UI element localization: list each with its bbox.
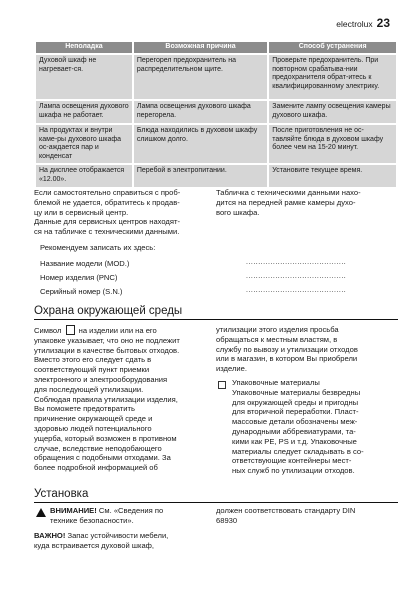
record-intro: Рекомендуем записать их здесь: (40, 243, 156, 252)
troubleshooting-table (34, 40, 398, 189)
text-line: дународными аббревиатурами, та- (232, 426, 356, 436)
text-line (34, 325, 214, 336)
record-serial-label: Серийный номер (S.N.) (40, 287, 123, 296)
text-line: блемой не удается, обратитесь к продав- (34, 197, 180, 207)
text-line (50, 506, 220, 516)
record-serial-dots: ......................................... (246, 287, 347, 294)
page-number: 23 (376, 16, 390, 30)
service-note-right (216, 188, 398, 217)
important-label: ВАЖНО! (34, 531, 66, 540)
environment-right-column (216, 325, 398, 374)
text-line: Если самостоятельно справиться с проб- (34, 188, 181, 197)
table-cell-problem: Духовой шкаф не нагревает-ся. (36, 55, 132, 99)
text-line: цу или в сервисный центр. (34, 207, 129, 217)
table-header-row (36, 42, 396, 53)
installation-heading: Установка (34, 488, 398, 503)
text-line: дится на передней рамке камеры духо- (216, 197, 356, 207)
packaging-icon (218, 381, 226, 389)
text-line: для вторичной переработки. Пласт- (232, 407, 359, 417)
text-line: Соблюдая правила утилизации изделия, (34, 394, 178, 404)
table-cell-cause: Перегорел предохранитель на распределительном щите. (134, 55, 267, 99)
environment-left-column (34, 325, 214, 473)
text-fragment: Запас устойчивости мебели, (67, 531, 169, 540)
text-line: Вы поможете предотвратить (34, 404, 135, 414)
brand-name: electrolux (336, 19, 373, 29)
text-line: Табличка с техническими данными нахо- (216, 188, 361, 197)
record-model-dots: ......................................... (246, 259, 347, 266)
text-line: для окружающей среды и пригодны (232, 397, 359, 407)
text-line: ся на табличке с техническими данными. (34, 227, 180, 237)
table-row (36, 125, 396, 163)
service-note-left (34, 188, 220, 237)
column-header-solution: Способ устранения (269, 42, 396, 53)
text-line: более подробной информацией об (34, 463, 158, 473)
text-line: причинение окружающей среде и (34, 414, 153, 424)
text-line: обращаться к местным властям, в (216, 334, 338, 344)
text-line: Упаковочные материалы (232, 378, 320, 387)
text-line: ответствующие контейнеры мест- (232, 456, 352, 466)
text-fragment: См. «Сведения по (98, 506, 164, 515)
column-header-cause: Возможная причина (134, 42, 267, 53)
text-line: ных служб по утилизации отходов. (232, 466, 355, 476)
table-cell-problem: Лампа освещения духового шкафа не работает. (36, 101, 132, 123)
packaging-note (232, 378, 398, 476)
installation-right (216, 506, 398, 526)
installation-warning (50, 506, 220, 526)
text-line: 68930 (216, 515, 238, 525)
text-line: материалы следует складывать в со- (232, 446, 364, 456)
table-cell-cause: Перебой в электропитании. (134, 165, 267, 186)
warning-label: ВНИМАНИЕ! (50, 506, 97, 515)
table-cell-problem: На продуктах и внутри каме-ры духового шкафа ос-аждается пар и конденсат (36, 125, 132, 163)
text-line: обращения с подобными отходами. За (34, 453, 171, 463)
text-line: Вместо этого его следует сдать в (34, 355, 152, 365)
table-cell-solution: Установите текущее время. (269, 165, 396, 186)
text-line: утилизации этого изделия просьба (216, 325, 339, 334)
record-model-label: Название модели (MOD.) (40, 259, 130, 268)
installation-important (34, 531, 220, 551)
text-line: электронного и электрооборудования (34, 374, 168, 384)
text-line: куда встраивается духовой шкаф, (34, 540, 155, 550)
text-line: должен соответствовать стандарту DIN (216, 506, 356, 515)
text-line: изделие. (216, 364, 247, 374)
table-cell-solution: Проверьте предохранитель. При повторном срабатыва-нии предохранителя обрат-итесь к квалифицированному электрику. (269, 55, 396, 99)
record-pnc-dots: ......................................... (246, 273, 347, 280)
text-line: соответствующий пункт приемки (34, 365, 150, 375)
crossed-bin-icon (66, 325, 75, 335)
text-line: массовые детали обозначены меж- (232, 417, 358, 427)
table-cell-cause: Блюда находились в духовом шкафу слишком долго. (134, 125, 267, 163)
table-cell-cause: Лампа освещения духового шкафа перегорела. (134, 101, 267, 123)
text-line: для последующей утилизации. (34, 384, 144, 394)
text-line: здоровью людей потенциального (34, 423, 152, 433)
page-header (336, 16, 390, 30)
text-line: случае, вследствие неподобающего (34, 443, 162, 453)
text-line (34, 531, 220, 541)
text-fragment: на изделии или на его (78, 326, 157, 335)
table-cell-solution: Замените лампу освещения камеры духового шкафа. (269, 101, 396, 123)
text-line: технике безопасности». (50, 515, 134, 525)
text-line: вого шкафа. (216, 207, 260, 217)
environment-heading: Охрана окружающей среды (34, 305, 398, 320)
text-fragment: Символ (34, 326, 62, 335)
text-line: службу по вывозу и утилизации отходов (216, 344, 358, 354)
text-line: кими как PE, PS и т.д. Упаковочные (232, 436, 357, 446)
text-line: ущерба, который возможен в противном (34, 433, 177, 443)
table-row (36, 101, 396, 123)
column-header-problem: Неполадка (36, 42, 132, 53)
text-line: Упаковочные материалы безвредны (232, 387, 361, 397)
table-cell-solution: После приготовления не ос-тавляйте блюда в духовом шкафу более чем на 15-20 минут. (269, 125, 396, 163)
record-pnc-label: Номер изделия (PNC) (40, 273, 118, 282)
table-cell-problem: На дисплее отображается «12.00». (36, 165, 132, 186)
warning-icon (36, 508, 46, 517)
text-line: или в магазин, в котором Вы приобрели (216, 354, 358, 364)
text-line: упаковке указывает, что оно не подлежит (34, 335, 180, 345)
table-row (36, 55, 396, 99)
text-line: Данные для сервисных центров находят- (34, 217, 180, 227)
text-line: утилизации в качестве бытовых отходов. (34, 345, 180, 355)
table-row (36, 165, 396, 186)
